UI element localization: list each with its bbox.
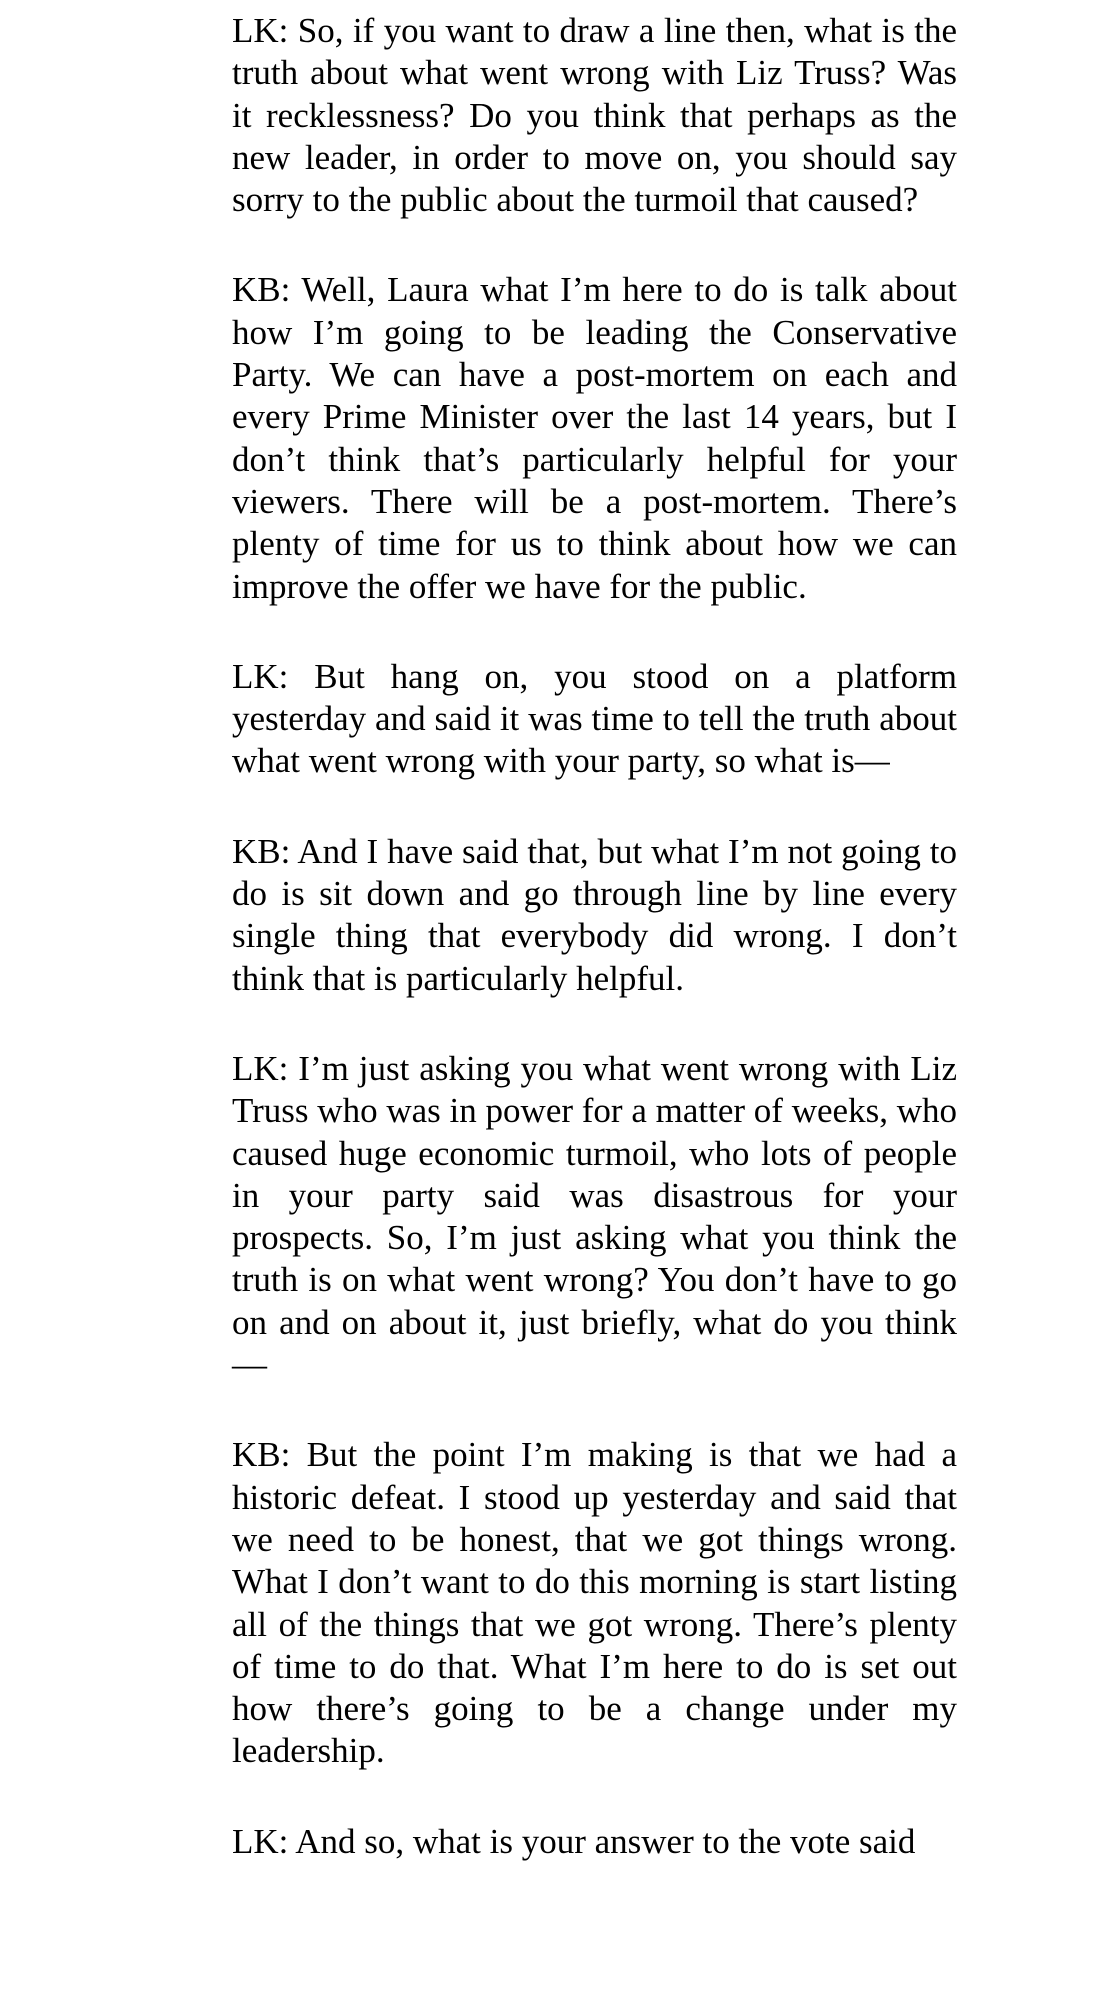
transcript-column: [232, 10, 957, 1911]
transcript-paragraph-kb-3: KB: But the point I’m making is that we had a historic defeat. I stood up yesterday and said that we need to be honest, that we got things wrong. What I don’t want to do this morning is start listing all of the things that we got wrong. There’s plenty of time to do that. What I’m here to do is set out how there’s going to be a change under my leadership.: [232, 1435, 957, 1771]
transcript-paragraph-lk-4-partial: LK: And so, what is your answer to the vote said: [232, 1821, 916, 1861]
transcript-paragraph-lk-2: LK: But hang on, you stood on a platform yesterday and said it was time to tell the truth about what went wrong with your party, so what is—: [232, 656, 957, 781]
transcript-paragraph-kb-1: KB: Well, Laura what I’m here to do is talk about how I’m going to be leading the Conservative Party. We can have a post-mortem on each and every Prime Minister over the last 14 years, but I don’t think that’s particularly helpful for your viewers. There will be a post-mortem. There’s plenty of time for us to think about how we can improve the offer we have for the public.: [232, 270, 957, 606]
transcript-paragraph-lk-3: LK: I’m just asking you what went wrong with Liz Truss who was in power for a matter of weeks, who caused huge economic turmoil, who lots of people in your party said was disastrous for your prospects. So, I’m just asking what you think the truth is on what went wrong? You don’t have to go on and on about it, just briefly, what do you think—: [232, 1048, 957, 1385]
transcript-paragraph-kb-2: KB: And I have said that, but what I’m not going to do is sit down and go through line by line every single thing that everybody did wrong. I don’t think that is particularly helpful.: [232, 831, 957, 998]
transcript-paragraph-lk-1: LK: So, if you want to draw a line then, what is the truth about what went wrong with Liz Truss? Was it recklessness? Do you think that perhaps as the new leader, in order to move on, you should say sorry to the public about the turmoil that caused?: [232, 11, 957, 220]
